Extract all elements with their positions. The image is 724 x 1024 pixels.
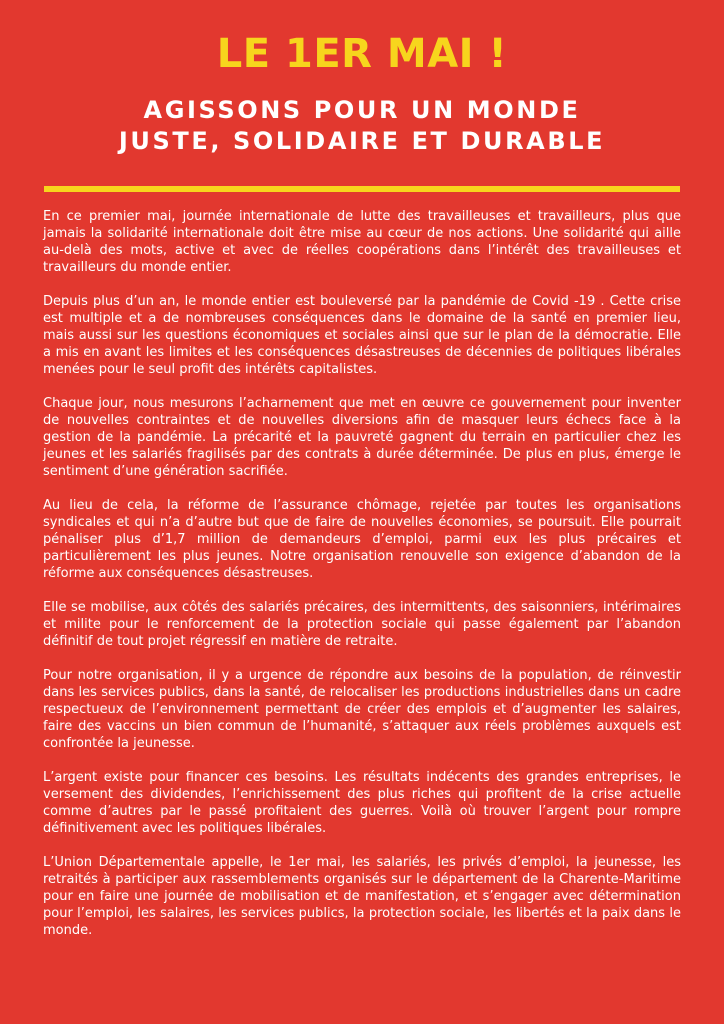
paragraph: Chaque jour, nous mesurons l’acharnement que met en œuvre ce gouvernement pour inventer de nouvelles contraintes et de nouvelles diversions afin de masquer leurs échecs face à la gestion de la pandémie. La précarité et la pauvreté gagnent du terrain en particulier chez les jeunes et les salariés fragilisés par des contrats à durée déterminée. De plus en plus, émerge le sentiment d’une génération sacrifiée. [43,396,681,479]
subtitle-line-2: JUSTE, SOLIDAIRE ET DURABLE [118,127,606,155]
paragraph: L’argent existe pour financer ces besoins. Les résultats indécents des grandes entreprises, le versement des dividendes, l’enrichissement des plus riches qui profitent de la crise actuelle comme d’autres par le passé profitaient des guerres. Voilà où trouver l’argent pour rompre définitivement avec les politiques libérales. [43,770,681,836]
paragraph: L’Union Départementale appelle, le 1er mai, les salariés, les privés d’emploi, la jeunesse, les retraités à participer aux rassemblements organisés sur le département de la Charente-Maritime pour en faire une journée de mobilisation et de manifestation, et s’engager avec détermination pour l’emploi, les salaires, les services publics, la protection sociale, les libertés et la paix dans le monde. [43,855,681,938]
paragraph: Au lieu de cela, la réforme de l’assurance chômage, rejetée par toutes les organisations syndicales et qui n’a d’autre but que de faire de nouvelles économies, se poursuit. Elle pourrait pénaliser plus d’1,7 million de demandeurs d’emploi, parmi eux les plus précaires et particulièrement les plus jeunes. Notre organisation renouvelle son exigence d’abandon de la réforme aux conséquences désastreuses. [43,498,681,581]
yellow-divider [44,186,680,192]
paragraph: En ce premier mai, journée internationale de lutte des travailleuses et travailleurs, plus que jamais la solidarité internationale doit être mise au cœur de nos actions. Une solidarité qui aille au-delà des mots, active et avec de réelles coopérations dans l’intérêt des travailleuses et travailleurs du monde entier. [43,209,681,275]
paragraph: Elle se mobilise, aux côtés des salariés précaires, des intermittents, des saisonniers, intérimaires et milite pour le renforcement de la protection sociale qui passe également par l’abandon définitif de tout projet régressif en matière de retraite. [43,600,681,649]
paragraph: Pour notre organisation, il y a urgence de répondre aux besoins de la population, de réinvestir dans les services publics, dans la santé, de relocaliser les productions industrielles dans un cadre respectueux de l’environnement permettant de créer des emplois et d’augmenter les salaires, faire des vaccins un bien commun de l’humanité, s’attaquer aux réels problèmes auxquels est confrontée la jeunesse. [43,668,681,751]
page-subtitle [0,95,724,157]
paragraph: Depuis plus d’un an, le monde entier est bouleversé par la pandémie de Covid -19 . Cette crise est multiple et a de nombreuses conséquences dans le domaine de la santé en premier lieu, mais aussi sur les questions économiques et sociales ainsi que sur le plan de la démocratie. Elle a mis en avant les limites et les conséquences désastreuses de décennies de politiques libérales menées pour le seul profit des intérêts capitalistes. [43,294,681,377]
subtitle-line-1: AGISSONS POUR UN MONDE [143,96,581,124]
body-text [43,208,681,939]
page-title: LE 1ER MAI ! [216,31,508,77]
